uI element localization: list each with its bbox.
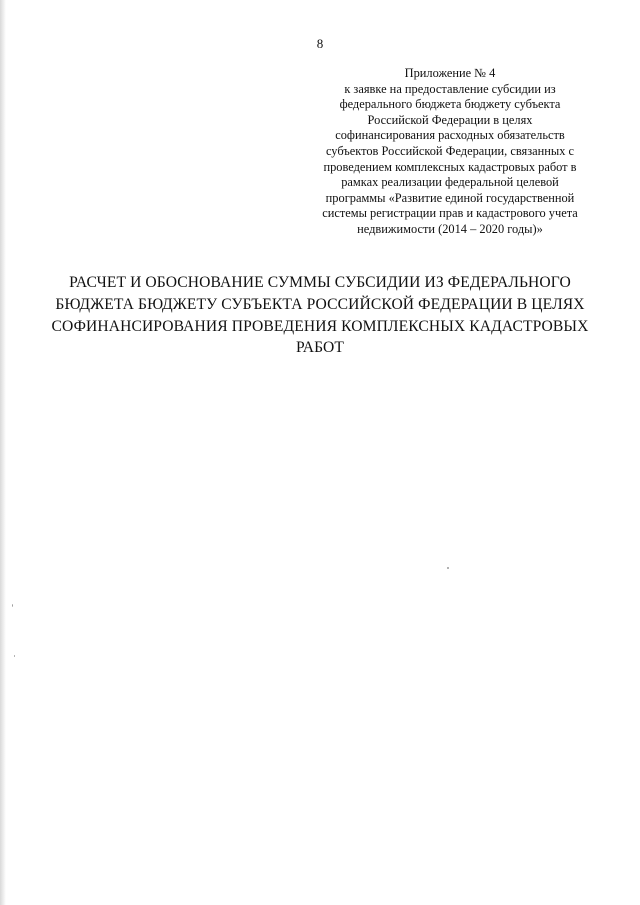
- title-line: СОФИНАНСИРОВАНИЯ ПРОВЕДЕНИЯ КОМПЛЕКСНЫХ КАДАСТРОВЫХ: [51, 317, 589, 335]
- appendix-line: софинансирования расходных обязательств: [335, 128, 565, 143]
- appendix-line: субъектов Российской Федерации, связанных с: [325, 143, 575, 158]
- appendix-line: системы регистрации прав и кадастрового учета: [322, 206, 578, 221]
- scan-speck: [14, 655, 15, 657]
- title-line: РАБОТ: [295, 339, 345, 357]
- appendix-line: к заявке на предоставление субсидии из: [344, 81, 556, 96]
- appendix-note: [300, 66, 600, 238]
- appendix-line: недвижимости (2014 – 2020 годы)»: [357, 221, 543, 236]
- appendix-line: Российской Федерации в целях: [367, 112, 533, 127]
- appendix-line: проведением комплексных кадастровых работ в: [323, 159, 577, 174]
- appendix-line: Приложение № 4: [404, 66, 496, 80]
- title-line: РАСЧЕТ И ОБОСНОВАНИЕ СУММЫ СУБСИДИИ ИЗ ФЕДЕРАЛЬНОГО: [69, 274, 571, 291]
- document-title: [40, 272, 600, 359]
- appendix-line: программы «Развитие единой государственной: [325, 190, 575, 205]
- title-line: БЮДЖЕТА БЮДЖЕТУ СУБЪЕКТА РОССИЙСКОЙ ФЕДЕРАЦИИ В ЦЕЛЯХ: [55, 295, 585, 313]
- appendix-line: рамках реализации федеральной целевой: [341, 175, 559, 190]
- page-number: 8: [316, 36, 324, 51]
- appendix-line: федерального бюджета бюджету субъекта: [339, 97, 561, 112]
- scan-speck: [12, 604, 13, 607]
- scan-speck: [447, 567, 449, 569]
- scan-edge-shadow: [0, 0, 6, 905]
